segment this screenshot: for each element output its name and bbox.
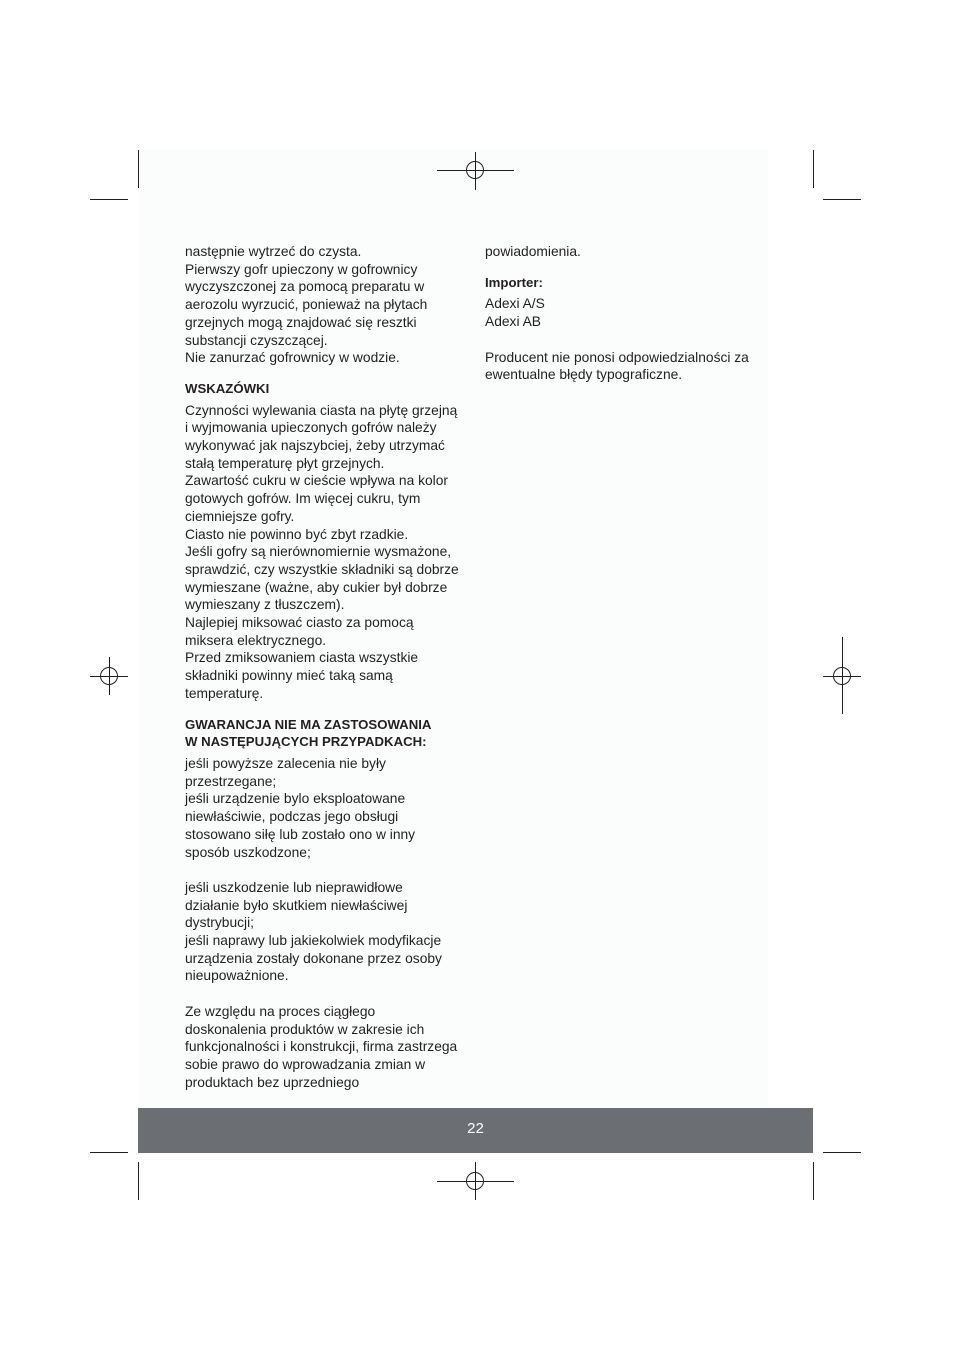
text-line: urządzenia zostały dokonane przez osoby [185, 950, 442, 966]
text-line: działanie było skutkiem niewłaściwej [185, 897, 408, 913]
text-line: niewłaściwie, podczas jego obsługi [185, 809, 399, 825]
text-line: doskonalenia produktów w zakresie ich [185, 1021, 425, 1037]
importer-heading: Importer: [485, 274, 543, 290]
disclaimer-line: Producent nie ponosi odpowiedzialności za [485, 349, 749, 365]
left-column [185, 243, 475, 1091]
text-line: stosowano siłę lub zostało ono w inny [185, 826, 416, 842]
text-line: Ciasto nie powinno być zbyt rzadkie. [185, 526, 409, 542]
text-line: sprawdzić, czy wszystkie składniki są dobrze [185, 561, 459, 577]
text-line: jeśli urządzenie bylo eksploatowane [185, 791, 406, 807]
text-line: przestrzegane; [185, 773, 277, 789]
text-line: następnie wytrzeć do czysta. [185, 244, 362, 259]
intro-paragraph [185, 243, 475, 367]
text-line: sobie prawo do wprowadzania zmian w [185, 1056, 426, 1072]
tips-heading: WSKAZÓWKI [185, 380, 270, 396]
text-line: gotowych gofrów. Im więcej cukru, tym [185, 491, 421, 507]
right-column [485, 243, 770, 384]
text-line: jeśli naprawy lub jakiekolwiek modyfikacje [185, 933, 442, 948]
text-line: stałą temperaturę płyt grzejnych. [185, 455, 385, 471]
text-line: produktach bez uprzedniego [185, 1074, 360, 1090]
text-line: składniki powinny mieć taką samą [185, 668, 393, 684]
text-line: Nie zanurzać gofrownicy w wodzie. [185, 350, 400, 366]
text-line: Ze względu na proces ciągłego [185, 1003, 376, 1019]
warranty-heading-line-1: GWARANCJA NIE MA ZASTOSOWANIA [185, 716, 432, 732]
text-line: miksera elektrycznego. [185, 632, 327, 648]
crop-mark [813, 150, 814, 188]
text-line: jeśli uszkodzenie lub nieprawidłowe [185, 879, 403, 895]
registration-mark-icon [100, 667, 118, 685]
text-line: grzejnych mogą znajdować się resztki [185, 314, 417, 330]
crop-mark [138, 1162, 139, 1200]
text-line: ciemniejsze gofry. [185, 508, 295, 524]
text-line: i wyjmowania upieczonych gofrów należy [185, 420, 437, 436]
warranty-paragraph-1 [185, 755, 475, 861]
text-line: funkcjonalności i konstrukcji, firma zastrzega [185, 1039, 458, 1055]
tips-paragraph [185, 402, 475, 703]
text-line: Przed zmiksowaniem ciasta wszystkie [185, 650, 419, 666]
footer-bar [138, 1108, 813, 1153]
crop-mark [823, 199, 861, 200]
registration-mark-icon [466, 1172, 484, 1190]
text-line: wymieszane (ważne, aby cukier był dobrze [185, 579, 448, 595]
text-line: jeśli powyższe zalecenia nie były [185, 755, 386, 771]
importer-name: Adexi AB [485, 314, 541, 330]
text-line: Jeśli gofry są nierównomiernie wysmażone, [185, 544, 452, 560]
crop-mark [823, 1152, 861, 1153]
registration-mark-icon [466, 161, 484, 179]
importer-name: Adexi A/S [485, 296, 545, 312]
text-line: wyczyszczonej za pomocą preparatu w [185, 279, 425, 295]
registration-mark-icon [833, 667, 851, 685]
crop-mark [90, 199, 128, 200]
page-number: 22 [467, 1120, 484, 1137]
text-line: substancji czyszczącej. [185, 332, 328, 348]
text-line: temperaturę. [185, 685, 264, 701]
text-line: wykonywać jak najszybciej, żeby utrzymać [185, 438, 445, 454]
text-line: Pierwszy gofr upieczony w gofrownicy [185, 261, 418, 277]
disclaimer-line: ewentualne błędy typograficzne. [485, 367, 683, 383]
text-line: Najlepiej miksować ciasto za pomocą [185, 615, 414, 631]
text-line: wymieszany z tłuszczem). [185, 597, 345, 613]
text-line: nieupoważnione. [185, 968, 289, 984]
text-line: Czynności wylewania ciasta na płytę grzejną [185, 402, 458, 418]
crop-mark [138, 150, 139, 188]
text-line: dystrybucji; [185, 915, 255, 931]
text-line: Zawartość cukru w cieście wpływa na kolor [185, 473, 448, 489]
warranty-paragraph-2 [185, 879, 475, 985]
crop-mark [90, 1152, 128, 1153]
text-line: sposób uszkodzone; [185, 844, 311, 860]
warranty-paragraph-3 [185, 1003, 475, 1092]
crop-mark [813, 1162, 814, 1200]
text-line: aerozolu wyrzucić, ponieważ na płytach [185, 297, 428, 313]
continuation-text: powiadomienia. [485, 244, 581, 259]
warranty-heading-line-2: W NASTĘPUJĄCYCH PRZYPADKACH: [185, 734, 427, 750]
